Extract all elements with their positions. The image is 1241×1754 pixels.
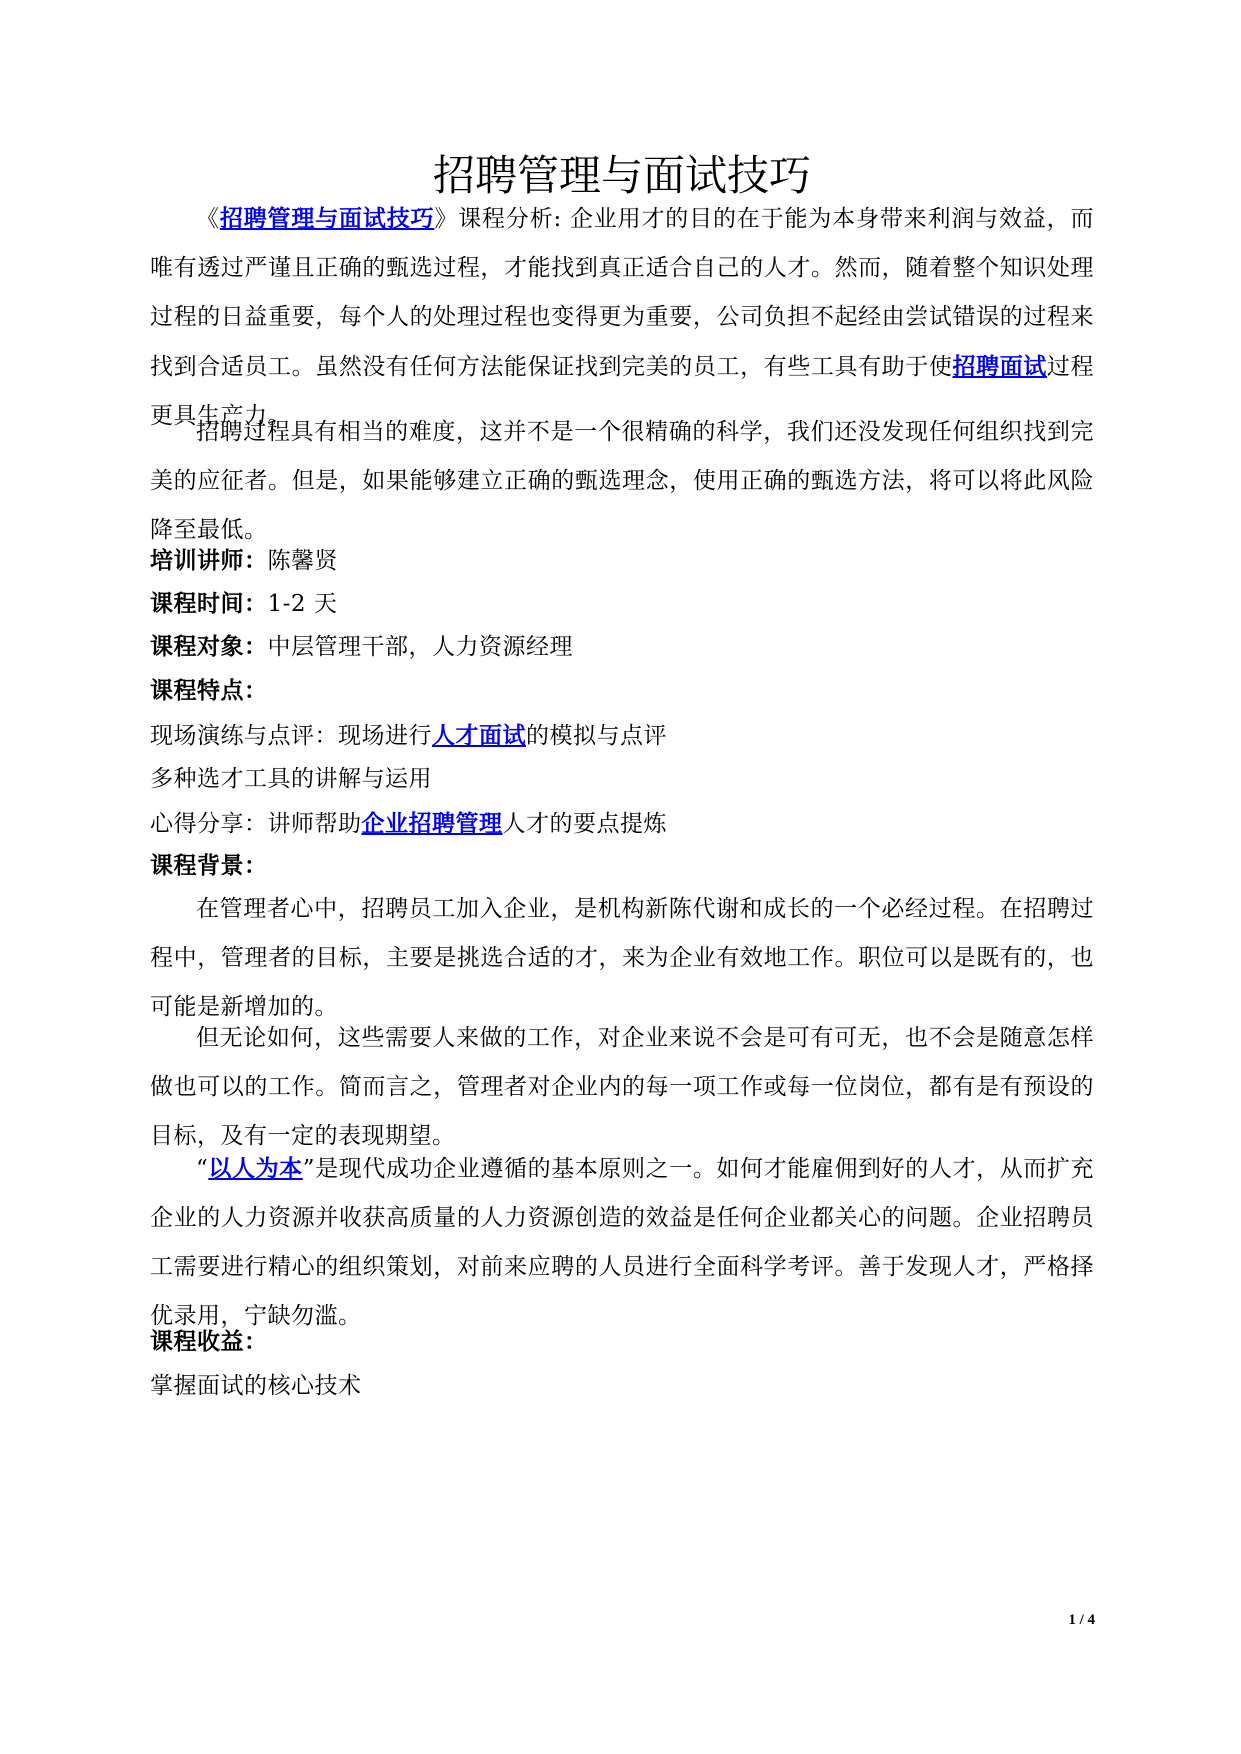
intro-paragraph <box>150 194 1094 441</box>
feature-3-pre: 心得分享：讲师帮助 <box>150 811 362 837</box>
background-paragraph-3 <box>150 1144 1094 1341</box>
benefits-heading: 课程收益： <box>150 1329 268 1355</box>
feature-item-2: 多种选才工具的讲解与运用 <box>150 766 432 792</box>
enterprise-recruitment-link[interactable]: 企业招聘管理 <box>361 810 503 837</box>
bg3-pre: “ <box>196 1156 209 1182</box>
page-number: 1 / 4 <box>1068 1612 1095 1628</box>
page-title: 招聘管理与面试技巧 <box>432 151 811 200</box>
intro-text-pre: 《 <box>196 206 220 232</box>
feature-1-post: 的模拟与点评 <box>526 723 667 749</box>
trainer-label: 培训讲师： <box>150 548 268 574</box>
audience-value: 中层管理干部，人力资源经理 <box>267 634 573 660</box>
recruitment-interview-link[interactable]: 招聘面试 <box>952 353 1047 380</box>
talent-interview-link[interactable]: 人才面试 <box>432 722 526 749</box>
background-paragraph-2: 但无论如何，这些需要人来做的工作，对企业来说不会是可有可无，也不会是随意怎样做也可以的工作。简而言之，管理者对企业内的每一项工作或每一位岗位，都有是有预设的目标，及有一定的表现期望。 <box>150 1025 1094 1149</box>
benefit-item-1: 掌握面试的核心技术 <box>150 1373 362 1399</box>
audience-label: 课程对象： <box>150 634 268 660</box>
trainer-line <box>150 537 1094 586</box>
duration-value: 1-2 天 <box>267 591 338 617</box>
duration-line <box>150 580 1094 629</box>
course-title-link[interactable]: 招聘管理与面试技巧 <box>219 205 435 232</box>
people-oriented-link[interactable]: 以人为本 <box>208 1155 303 1182</box>
feature-3-post: 人才的要点提炼 <box>502 811 667 837</box>
duration-label: 课程时间： <box>150 591 268 617</box>
feature-1-pre: 现场演练与点评：现场进行 <box>150 723 432 749</box>
audience-line <box>150 623 1094 672</box>
difficulty-paragraph: 招聘过程具有相当的难度，这并不是一个很精确的科学，我们还没发现任何组织找到完美的应征者。但是，如果能够建立正确的甄选理念，使用正确的甄选方法，将可以将此风险降至最低。 <box>150 419 1094 543</box>
trainer-value: 陈馨贤 <box>267 548 338 574</box>
bg3-post: ”是现代成功企业遵循的基本原则之一。如何才能雇佣到好的人才，从而扩充企业的人力资源并收获高质量的人力资源创造的效益是任何企业都关心的问题。企业招聘员工需要进行精心的组织策划，对前来应聘的人员进行全面科学考评。善于发现人才，严格择优录用，宁缺勿滥。 <box>150 1156 1095 1329</box>
background-heading: 课程背景： <box>150 853 268 879</box>
intro-text-main: 》课程分析: 企业用才的目的在于能为本身带来利润与效益，而唯有透过严谨且正确的甄选过程，才能找到真正适合自己的人才。然而，随着整个知识处理过程的日益重要，每个人的处理过程也变得更为重要，公司负担不起经由尝试错误的过程来找到合适员工。虽然没有任何方法能保证找到完美的员工，有些工具有助于使 <box>150 206 1095 380</box>
features-heading: 课程特点： <box>150 678 268 704</box>
feature-item-1 <box>150 711 1094 761</box>
intro-text-post: 过程更具生产力。 <box>150 354 1095 429</box>
background-paragraph-1: 在管理者心中，招聘员工加入企业，是机构新陈代谢和成长的一个必经过程。在招聘过程中，管理者的目标，主要是挑选合适的才，来为企业有效地工作。职位可以是既有的，也可能是新增加的。 <box>150 896 1094 1020</box>
